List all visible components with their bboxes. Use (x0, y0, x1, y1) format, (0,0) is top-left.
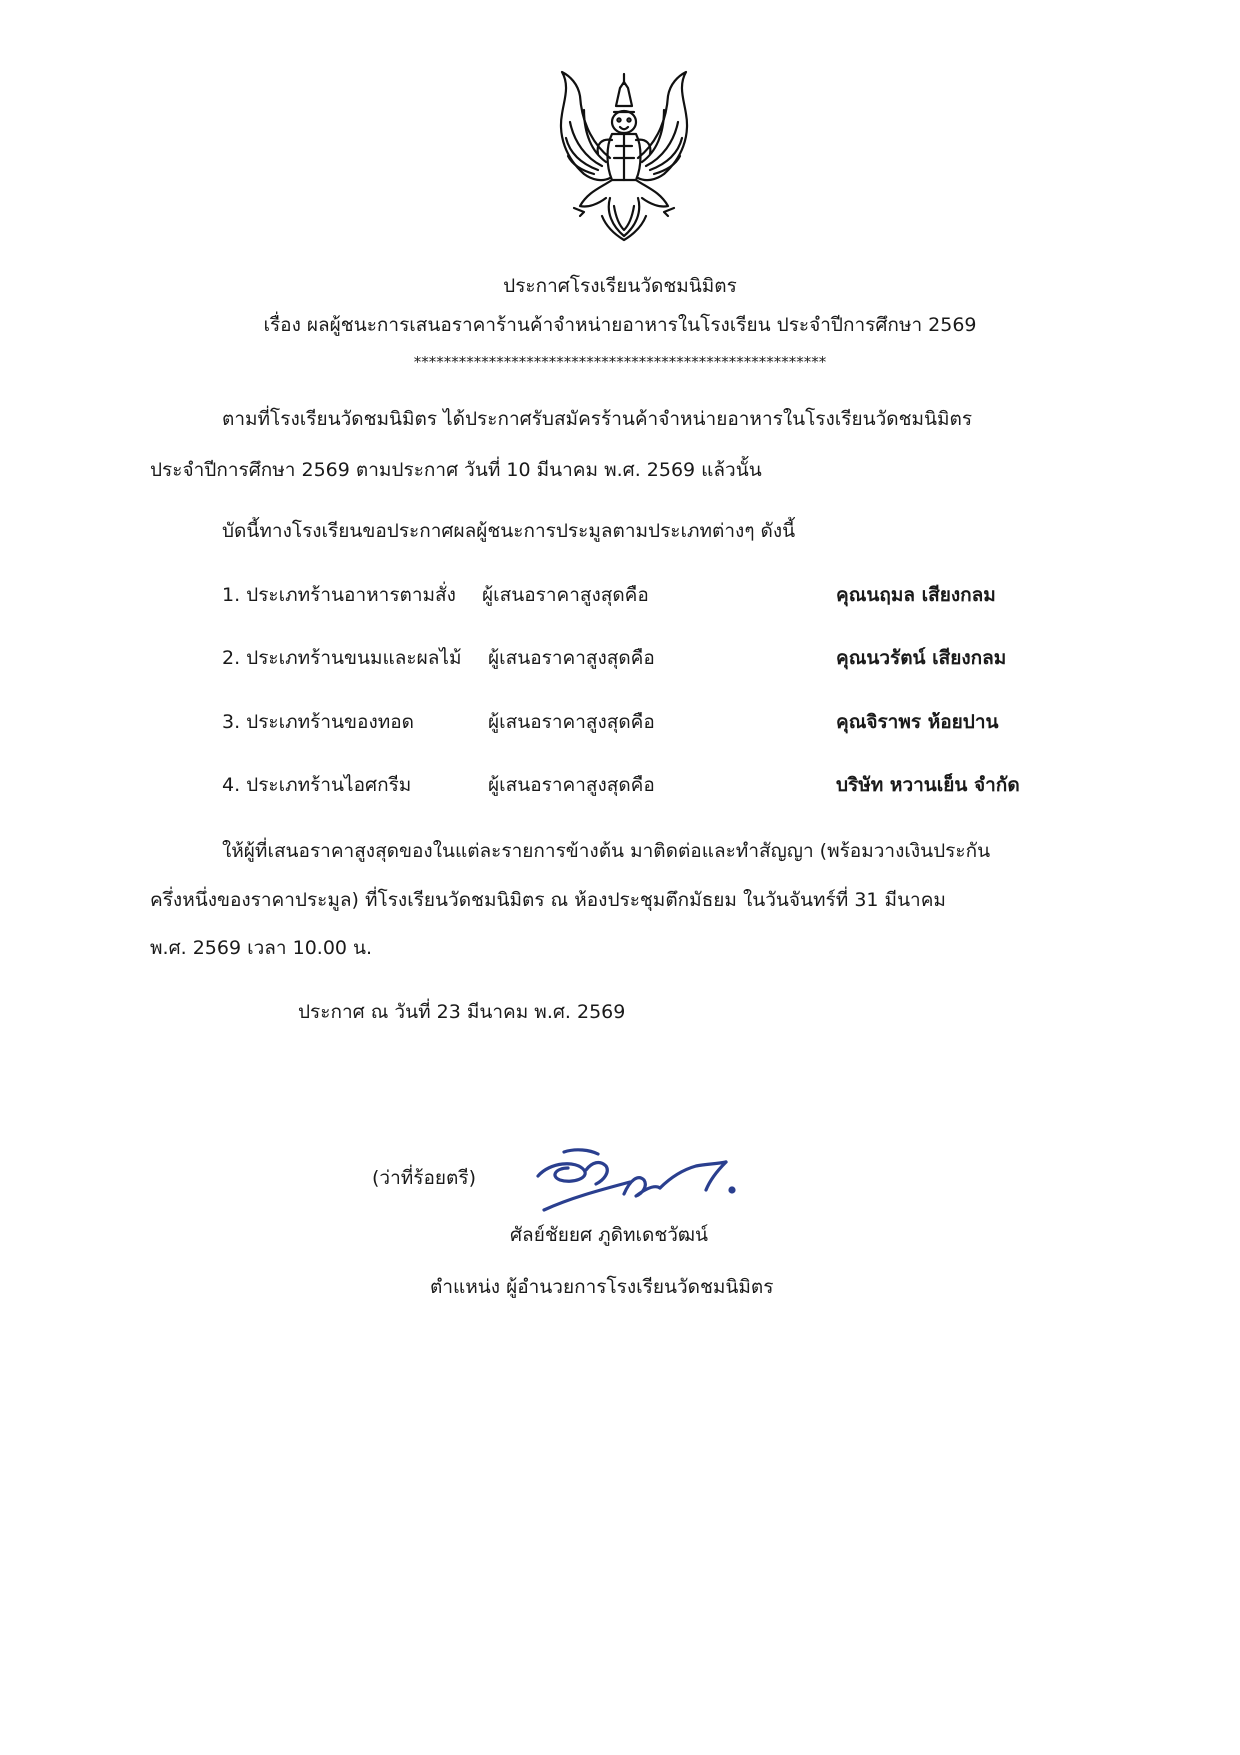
document-title: ประกาศโรงเรียนวัดชมนิมิตร (503, 275, 737, 297)
intro-line-1: ตามที่โรงเรียนวัดชมนิมิตร ได้ประกาศรับสมัครร้านค้าจำหน่ายอาหารในโรงเรียนวัดชมนิมิตร (222, 408, 973, 430)
winner-name: คุณนฤมล เสียงกลม (836, 584, 996, 606)
winner-label: ผู้เสนอราคาสูงสุดคือ (488, 774, 655, 796)
handwritten-signature (520, 1140, 750, 1220)
signer-rank: (ว่าที่ร้อยตรี) (372, 1167, 476, 1189)
announce-line: บัดนี้ทางโรงเรียนขอประกาศผลผู้ชนะการประมูลตามประเภทต่างๆ ดังนี้ (222, 520, 796, 542)
intro-line-2: ประจำปีการศึกษา 2569 ตามประกาศ วันที่ 10 มีนาคม พ.ศ. 2569 แล้วนั้น (150, 459, 762, 481)
winner-category: 2. ประเภทร้านขนมและผลไม้ (222, 647, 462, 669)
winner-name: บริษัท หวานเย็น จำกัด (836, 774, 1020, 796)
winner-label: ผู้เสนอราคาสูงสุดคือ (488, 711, 655, 733)
signer-name: ศัลย์ชัยยศ ภูดิทเดชวัฒน์ (510, 1224, 709, 1246)
winner-category: 4. ประเภทร้านไอศกรีม (222, 774, 412, 796)
winner-category: 3. ประเภทร้านของทอด (222, 711, 414, 733)
winner-name: คุณจิราพร ห้อยปาน (836, 711, 999, 733)
winner-name: คุณนวรัตน์ เสียงกลม (836, 647, 1007, 669)
instruction-line-1: ให้ผู้ที่เสนอราคาสูงสุดของในแต่ละรายการข้างต้น มาติดต่อและทำสัญญา (พร้อมวางเงินประกัน (222, 840, 991, 862)
winner-label: ผู้เสนอราคาสูงสุดคือ (488, 647, 655, 669)
announcement-date: ประกาศ ณ วันที่ 23 มีนาคม พ.ศ. 2569 (298, 1001, 626, 1023)
garuda-emblem (540, 66, 708, 244)
separator-line: ******************************************************* (413, 353, 827, 371)
winner-label: ผู้เสนอราคาสูงสุดคือ (482, 584, 649, 606)
signer-position: ตำแหน่ง ผู้อำนวยการโรงเรียนวัดชมนิมิตร (430, 1276, 774, 1298)
winner-category: 1. ประเภทร้านอาหารตามสั่ง (222, 584, 456, 606)
instruction-line-3: พ.ศ. 2569 เวลา 10.00 น. (150, 937, 373, 959)
document-subject: เรื่อง ผลผู้ชนะการเสนอราคาร้านค้าจำหน่ายอาหารในโรงเรียน ประจำปีการศึกษา 2569 (263, 314, 977, 336)
instruction-line-2: ครึ่งหนึ่งของราคาประมูล) ที่โรงเรียนวัดชมนิมิตร ณ ห้องประชุมตึกมัธยม ในวันจันทร์ที่ 31 มีนาคม (150, 889, 946, 911)
